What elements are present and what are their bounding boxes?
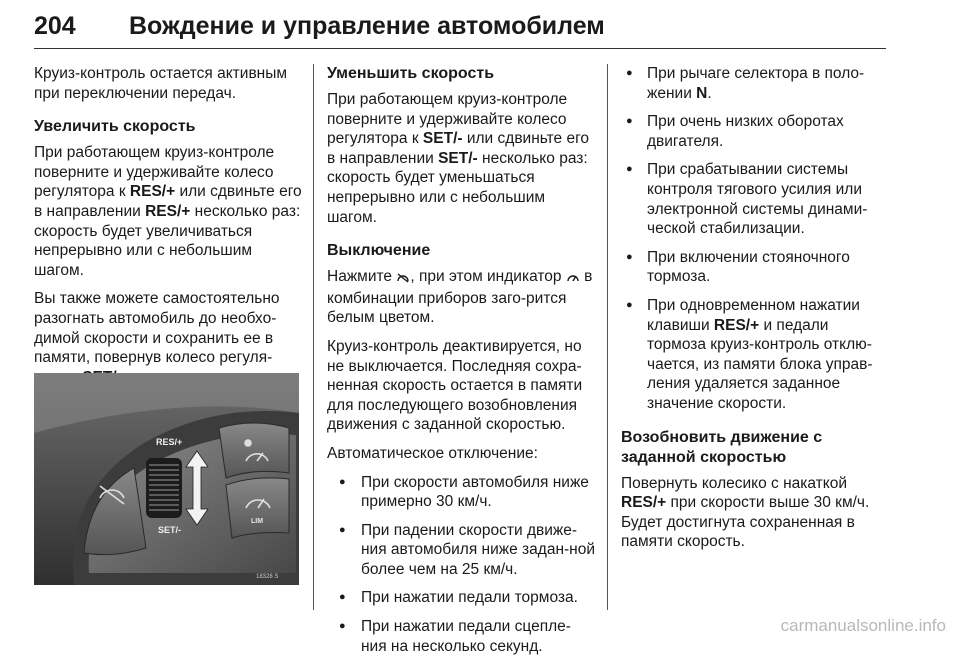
list-item: ● При нажатии педали сцепле-ния на несколько секунд. — [327, 617, 595, 656]
list-item: ● При рычаге селектора в поло-жении N. — [621, 64, 889, 103]
list-item: ● При нажатии педали тормоза. — [327, 588, 595, 608]
list-item: ● При падении скорости движе-ния автомобиля ниже задан-ной более чем на 25 км/ч. — [327, 521, 595, 580]
column-2 — [327, 64, 595, 665]
increase-speed-heading: Увеличить скорость — [34, 118, 196, 136]
column-divider-1 — [313, 64, 314, 610]
key-res-plus: RES/+ — [129, 183, 176, 201]
list-item: ● При очень низких оборотах двигателя. — [621, 112, 889, 151]
column-1 — [34, 64, 302, 396]
manual-accelerate-paragraph: Вы также можете самостоятельно разогнать автомобиль до необхо-димой скорости и сохранить ее в памяти, повернув колесо регуля- — [34, 289, 302, 387]
auto-off-label: Автоматическое отключение: — [327, 444, 538, 462]
page-number: 204 — [34, 12, 76, 40]
lim-label: LIM — [251, 518, 264, 525]
key-res-plus: RES/+ — [621, 494, 667, 512]
switch-off-paragraph: Нажмите , при этом индикатор в комбинации приборов заго-рится белым цветом. — [327, 268, 593, 327]
decrease-speed-heading: Уменьшить скорость — [327, 65, 495, 82]
deactivation-paragraph: Круиз-контроль деактивируется, но не выключается. Последняя сохра-ненная скорость остается в памяти для последующего возобновления движения с заданной скоростью. — [327, 337, 583, 434]
list-item: ● При скорости автомобиля ниже примерно 30 км/ч. — [327, 473, 595, 512]
list-item: ● При срабатывании системы контроля тягового усилия или электронной системы динами-ческой стабилизации. — [621, 160, 889, 238]
resume-paragraph: Повернуть колесико с накаткой RES/+ при скорости выше 30 км/ч. Будет достигнута сохраненная в памяти скорость. — [621, 474, 870, 551]
res-plus-label: RES/+ — [156, 437, 183, 447]
key-set-minus: SET/- — [438, 149, 478, 167]
list-item: ● При включении стояночного тормоза. — [621, 248, 889, 287]
key-res-plus: RES/+ — [145, 202, 191, 220]
figure-code: 18328 S — [256, 574, 279, 580]
auto-off-list-continued — [621, 64, 889, 414]
page-title: Вождение и управление автомобилем — [129, 12, 605, 40]
cruise-indicator-icon — [566, 269, 580, 289]
column-divider-2 — [607, 64, 608, 610]
column-3 — [621, 64, 889, 561]
auto-off-list — [327, 473, 595, 657]
header-rule — [34, 48, 886, 49]
switch-off-heading: Выключение — [327, 242, 431, 260]
cancel-cruise-icon — [396, 269, 410, 289]
resume-heading: Возобновить движение с заданной скоростью — [621, 428, 823, 466]
page-header — [34, 6, 886, 50]
key-n: N — [696, 84, 708, 102]
set-minus-label: SET/- — [158, 525, 182, 535]
decrease-speed-paragraph: При работающем круиз-контроле поверните и удерживайте колесо регулятора к SET/- или сдвиньте его в направлении SET/- несколько раз: скорость будет уменьшаться непрерывно или с небольшим шагом. — [327, 91, 590, 226]
key-res-plus: RES/+ — [713, 316, 760, 334]
increase-speed-paragraph: При работающем круиз-контроле поверните и удерживайте колесо регулятора к RES/+ или сдвиньте его в направлении RES/+ несколько раз: скорость будет увеличиваться непрерывно или с небольшим шагом. — [34, 144, 302, 279]
list-item: ● При одновременном нажатии клавиши RES/+ и педали тормоза круиз-контроль отклю-чается, из памяти блока управ-ления удаляется заданное значение скорости. — [621, 296, 889, 414]
steering-controls-illustration — [34, 373, 299, 585]
site-watermark: carmanualsonline.info — [780, 616, 946, 635]
steering-controls-figure — [34, 373, 299, 585]
intro-paragraph: Круиз-контроль остается активным при переключении передач. — [34, 65, 288, 102]
key-set-minus: SET/- — [422, 130, 463, 148]
